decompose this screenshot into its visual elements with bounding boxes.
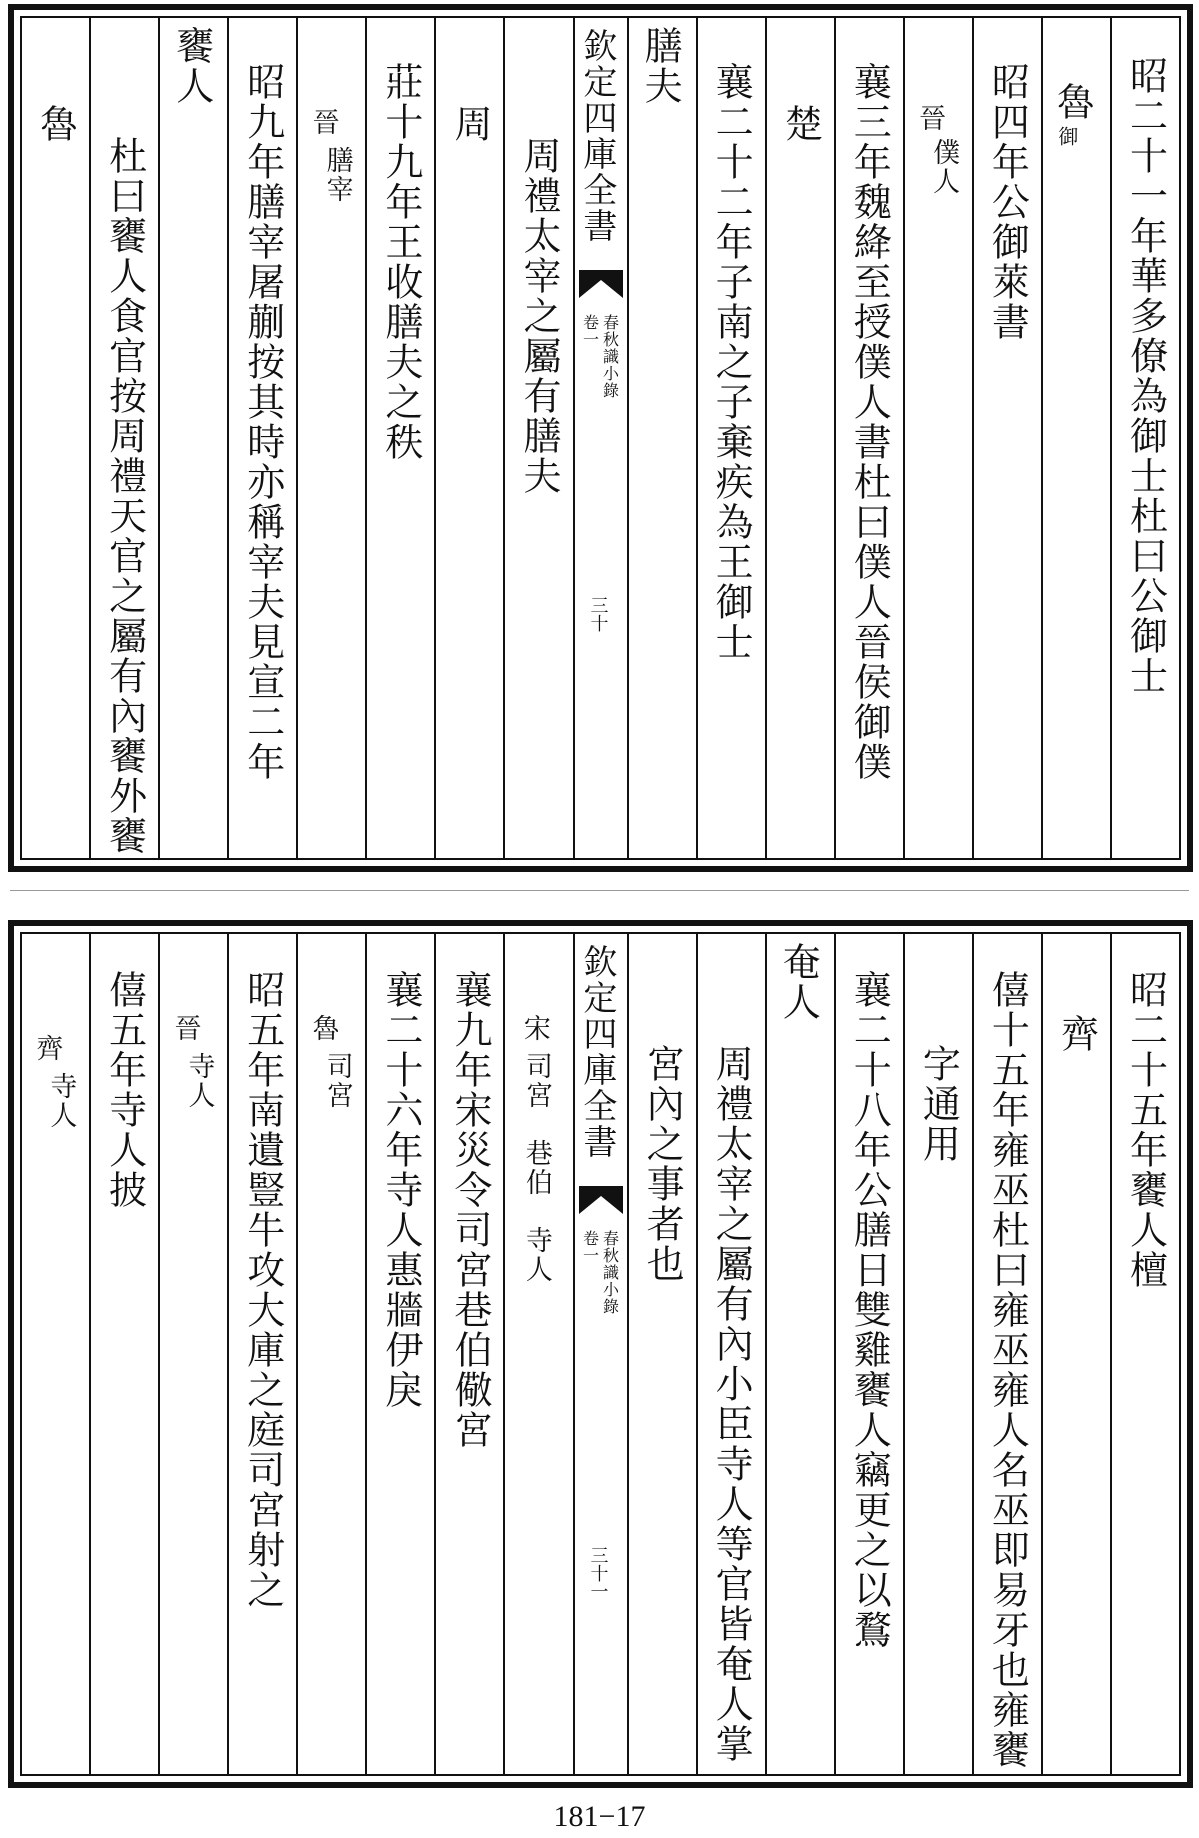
column: [903, 934, 972, 1774]
column: [1041, 934, 1110, 1774]
section-heading: 晉: [914, 104, 946, 133]
section-note: 寺人: [45, 1072, 77, 1130]
column: [365, 18, 434, 858]
column-text: 僖十五年雍巫杜曰雍巫雍人名巫即易牙也雍饔: [985, 970, 1030, 1770]
fish-tail-mark-icon: [579, 270, 623, 298]
column-text: 字通用: [916, 1044, 961, 1164]
column: [89, 934, 158, 1774]
section-heading: 周: [447, 104, 492, 144]
column-text: 襄二十八年公膳日雙雞饔人竊更之以鶩: [847, 970, 892, 1650]
column-text: 昭四年公御萊書: [985, 62, 1030, 342]
page-number-caption: 181−17: [553, 1800, 646, 1833]
column-text: 昭二十一年華多僚為御士杜曰公御士: [1123, 56, 1168, 696]
center-margin: [573, 18, 627, 858]
column-text: 昭二十五年饔人檀: [1123, 970, 1168, 1290]
column-text: 杜曰饔人食官按周禮天官之屬有內饔外饔: [102, 136, 147, 856]
column: [765, 18, 834, 858]
chapter-label: 卷一: [580, 314, 600, 348]
column: [696, 18, 765, 858]
column-text: 周禮太宰之屬有內小臣寺人等官皆奄人掌: [709, 1044, 754, 1764]
section-heading: 晉: [307, 108, 339, 137]
section-note: 僕人: [928, 138, 960, 196]
section-heading: 晉: [169, 1014, 201, 1043]
chapter-label: 卷一: [580, 1230, 600, 1264]
column: [627, 934, 696, 1774]
volume-name: 春秋識小錄: [600, 1230, 620, 1315]
column: [89, 18, 158, 858]
column: [22, 18, 89, 858]
column: [434, 934, 503, 1774]
column: [765, 934, 834, 1774]
center-margin: [573, 934, 627, 1774]
column: [158, 934, 227, 1774]
column-text: 昭九年膳宰屠蒯按其時亦稱宰夫見宣二年: [240, 62, 285, 782]
section-heading: 饔人: [169, 26, 214, 106]
column: [296, 934, 365, 1774]
column: [227, 934, 296, 1774]
column: [972, 18, 1041, 858]
column: [834, 934, 903, 1774]
section-heading: 奄人: [776, 942, 821, 1022]
column: [696, 934, 765, 1774]
column-text: 僖五年寺人披: [102, 970, 147, 1210]
column-text: 襄二十二年子南之子棄疾為王御士: [709, 62, 754, 662]
section-note: 御: [1054, 126, 1079, 148]
section-heading: 宋: [518, 1014, 550, 1043]
column: [1041, 18, 1110, 858]
column-text: 襄九年宋災令司宮巷伯儆宮: [447, 970, 492, 1450]
section-heading: 魯: [33, 104, 78, 144]
section-heading: 魯: [307, 1014, 339, 1043]
section-note: 寺人: [183, 1052, 215, 1110]
section-heading: 楚: [778, 104, 823, 144]
column-text: 莊十九年王收膳夫之秩: [378, 62, 423, 462]
book-title: 欽定四庫全書: [576, 28, 617, 244]
page-top-frame: [20, 16, 1181, 860]
column-text: 周禮太宰之屬有膳夫: [517, 136, 562, 496]
page-bottom-frame: [20, 932, 1181, 1776]
column: [503, 934, 572, 1774]
column: [158, 18, 227, 858]
folio-number: 三十一: [587, 1546, 609, 1600]
column: [972, 934, 1041, 1774]
column: [227, 18, 296, 858]
column: [834, 18, 903, 858]
column: [365, 934, 434, 1774]
section-heading: 齊: [1054, 1014, 1099, 1054]
folio-number: 三十: [587, 596, 609, 632]
column: [1110, 18, 1179, 858]
page-separator: [10, 890, 1189, 891]
column: [903, 18, 972, 858]
volume-name: 春秋識小錄: [600, 314, 620, 399]
section-note: 膳宰: [321, 146, 353, 204]
page-bottom: [8, 920, 1193, 1788]
fish-tail-mark-icon: [579, 1186, 623, 1214]
book-title: 欽定四庫全書: [576, 944, 617, 1160]
section-heading: 魯: [1050, 82, 1095, 122]
column: [296, 18, 365, 858]
column: [1110, 934, 1179, 1774]
section-heading: 膳夫: [638, 26, 683, 106]
column: [434, 18, 503, 858]
column: [627, 18, 696, 858]
section-note: 司宮: [321, 1052, 353, 1110]
section-note: 司宮 巷伯 寺人: [520, 1052, 552, 1284]
column-text: 昭五年南遺豎牛攻大庫之庭司宮射之: [240, 970, 285, 1610]
page-top: [8, 4, 1193, 872]
section-heading: 齊: [31, 1034, 63, 1063]
column-text: 宮內之事者也: [640, 1044, 685, 1284]
column-text: 襄三年魏絳至授僕人書杜曰僕人晉侯御僕: [847, 62, 892, 782]
column: [503, 18, 572, 858]
column: [22, 934, 89, 1774]
column-text: 襄二十六年寺人惠牆伊戾: [378, 970, 423, 1410]
